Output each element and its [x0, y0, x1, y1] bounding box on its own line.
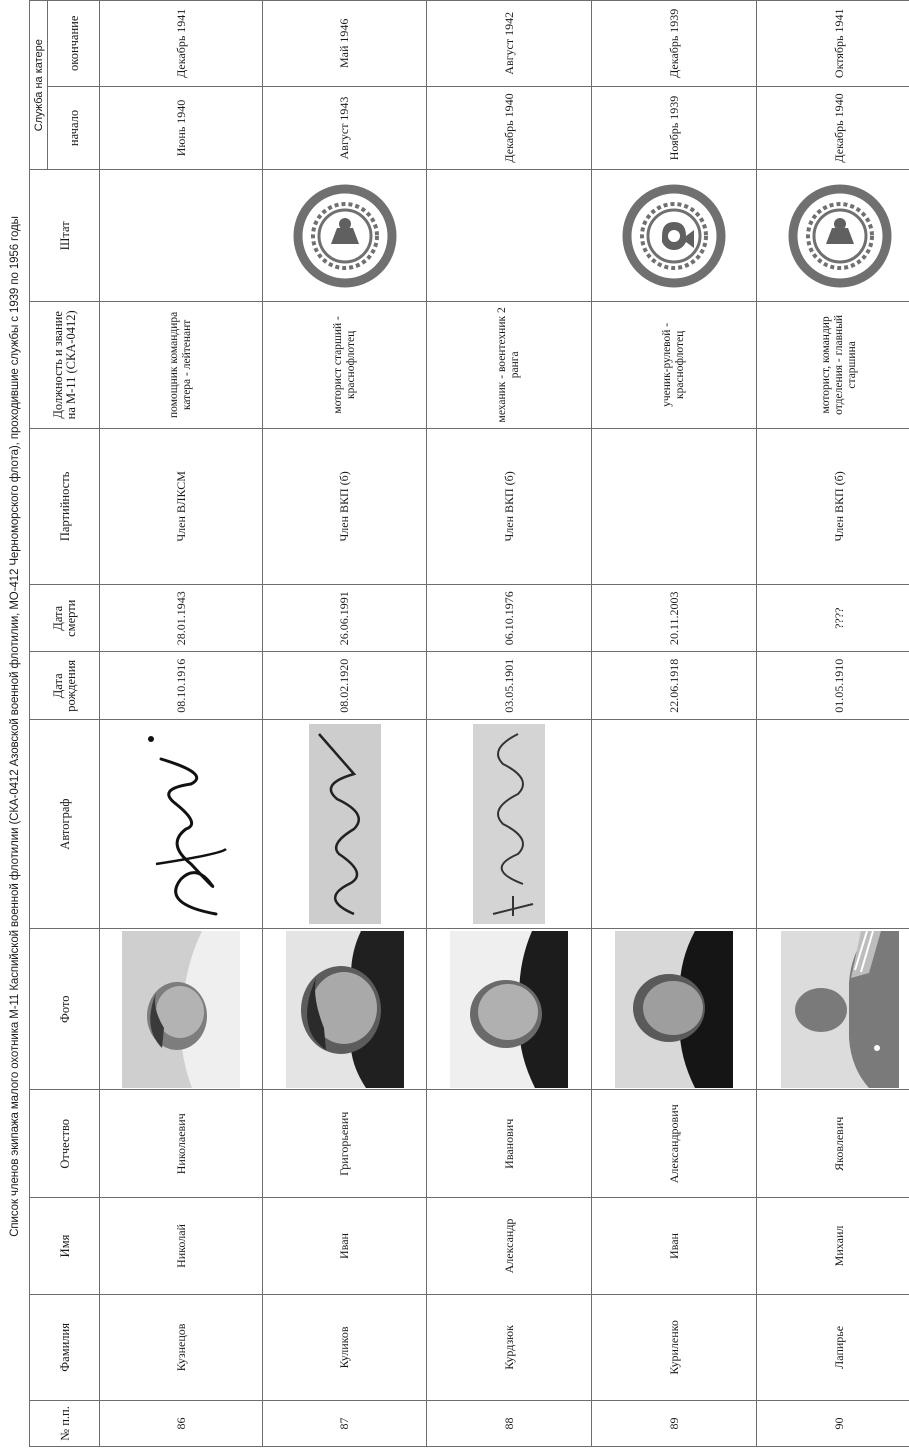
cell-staff — [592, 170, 757, 302]
cell-end: Август 1942 — [427, 1, 592, 87]
header-start: начало — [48, 86, 100, 170]
cell-autograph — [757, 720, 909, 929]
cell-photo — [100, 928, 263, 1089]
cell-party: Член ВКП (б) — [427, 428, 592, 585]
cell-birth: 08.10.1916 — [100, 652, 263, 720]
cell-position — [100, 302, 263, 428]
signature-icon — [309, 724, 381, 924]
cell-name: Николай — [100, 1198, 263, 1295]
cell-start: Декабрь 1940 — [757, 86, 909, 170]
cell-patronymic: Яковлевич — [757, 1090, 909, 1198]
cell-surname: Курдзюк — [427, 1294, 592, 1400]
cell-autograph — [592, 720, 757, 929]
cell-end: Май 1946 — [263, 1, 427, 87]
header-autograph: Автограф — [30, 720, 100, 929]
cell-birth: 01.05.1910 — [757, 652, 909, 720]
cell-autograph — [263, 720, 427, 929]
table-row — [263, 1, 427, 1447]
cell-party: Член ВЛКСМ — [100, 428, 263, 585]
cell-position-text: моторист, командир отделения - главный старшина — [820, 314, 858, 415]
cell-patronymic: Иванович — [427, 1090, 592, 1198]
crew-roster-table — [29, 0, 909, 1447]
cell-name: Александр — [427, 1198, 592, 1295]
header-position-text: Должность и звание на М-11 (СКА-0412) — [50, 310, 78, 420]
cell-death: 28.01.1943 — [100, 585, 263, 652]
cell-start: Август 1943 — [263, 86, 427, 170]
cell-staff — [263, 170, 427, 302]
cell-position — [592, 302, 757, 428]
cell-death: 06.10.1976 — [427, 585, 592, 652]
cell-name: Иван — [263, 1198, 427, 1295]
portrait-photo-icon — [615, 931, 733, 1088]
portrait-photo-icon — [286, 931, 404, 1088]
cell-autograph — [427, 720, 592, 929]
header-birth-text: Дата рождения — [50, 659, 78, 712]
cell-end: Октябрь 1941 — [757, 1, 909, 87]
motorist-emblem-icon — [293, 184, 397, 288]
signature-icon — [145, 724, 217, 924]
cell-party — [592, 428, 757, 585]
cell-surname: Лапирье — [757, 1294, 909, 1400]
header-service: Служба на катере — [30, 1, 48, 170]
portrait-photo-icon — [122, 931, 240, 1088]
cell-birth: 08.02.1920 — [263, 652, 427, 720]
header-num: № п.п. — [30, 1400, 100, 1446]
cell-staff — [757, 170, 909, 302]
cell-photo — [263, 928, 427, 1089]
cell-party: Член ВКП (б) — [757, 428, 909, 585]
portrait-photo-icon — [450, 931, 568, 1088]
signature-icon — [473, 724, 545, 924]
cell-num: 87 — [263, 1400, 427, 1446]
cell-position — [263, 302, 427, 428]
header-death — [30, 585, 100, 652]
header-party: Партийность — [30, 428, 100, 585]
cell-position-text: помощник командира катера - лейтенант — [168, 311, 193, 418]
header-surname: Фамилия — [30, 1294, 100, 1400]
cell-surname: Кузнецов — [100, 1294, 263, 1400]
header-patronymic: Отчество — [30, 1090, 100, 1198]
cell-end: Декабрь 1941 — [100, 1, 263, 87]
header-staff: Штат — [30, 170, 100, 302]
cell-photo — [757, 928, 909, 1089]
cell-position-text: механик - воентехник 2 ранга — [496, 307, 521, 423]
header-photo: Фото — [30, 928, 100, 1089]
cell-patronymic: Александрович — [592, 1090, 757, 1198]
cell-staff — [100, 170, 263, 302]
cell-position — [427, 302, 592, 428]
cell-death: 26.06.1991 — [263, 585, 427, 652]
cell-start: Июнь 1940 — [100, 86, 263, 170]
header-end: окончание — [48, 1, 100, 87]
cell-staff — [427, 170, 592, 302]
cell-num: 89 — [592, 1400, 757, 1446]
cell-position — [757, 302, 909, 428]
cell-patronymic: Николаевич — [100, 1090, 263, 1198]
header-name: Имя — [30, 1198, 100, 1295]
cell-birth: 03.05.1901 — [427, 652, 592, 720]
cell-photo — [427, 928, 592, 1089]
cell-start: Ноябрь 1939 — [592, 86, 757, 170]
cell-photo — [592, 928, 757, 1089]
cell-end: Декабрь 1939 — [592, 1, 757, 87]
cell-name: Михаил — [757, 1198, 909, 1295]
table-row — [427, 1, 592, 1447]
table-row — [757, 1, 909, 1447]
header-position — [30, 302, 100, 428]
cell-autograph — [100, 720, 263, 929]
table-row — [592, 1, 757, 1447]
helmsman-emblem-icon — [622, 184, 726, 288]
cell-position-text: ученик-рулевой - краснофлотец — [661, 322, 686, 407]
cell-death: 20.11.2003 — [592, 585, 757, 652]
silhouette-placeholder-icon — [781, 931, 899, 1088]
cell-name: Иван — [592, 1198, 757, 1295]
cell-party: Член ВКП (б) — [263, 428, 427, 585]
cell-start: Декабрь 1940 — [427, 86, 592, 170]
cell-birth: 22.06.1918 — [592, 652, 757, 720]
cell-num: 88 — [427, 1400, 592, 1446]
cell-position-text: моторист старший - краснофлотец — [331, 316, 357, 414]
header-birth — [30, 652, 100, 720]
header-death-text: Дата смерти — [50, 599, 78, 637]
cell-num: 86 — [100, 1400, 263, 1446]
table-row — [100, 1, 263, 1447]
cell-surname: Куликов — [263, 1294, 427, 1400]
cell-num: 90 — [757, 1400, 909, 1446]
cell-patronymic: Григорьевич — [263, 1090, 427, 1198]
motorist-emblem-icon — [788, 184, 892, 288]
cell-surname: Куриленко — [592, 1294, 757, 1400]
table-caption: Список членов экипажа малого охотника М-11 Каспийской военной флотилии (СКА-0412 Азовской военной флотилии, МО-412 Черноморского флота), проходившие службы с 1939 по 1956 годы — [9, 216, 21, 1237]
cell-death: ???? — [757, 585, 909, 652]
